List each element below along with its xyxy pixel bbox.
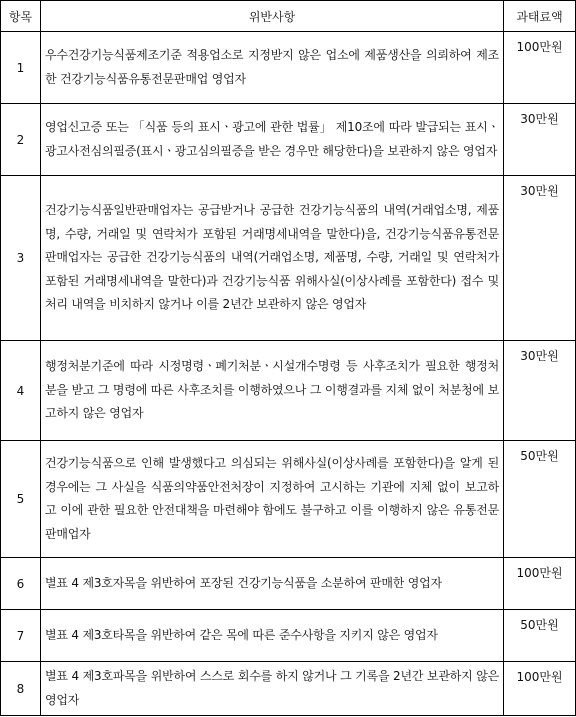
table-row xyxy=(1,558,576,610)
row-number: 2 xyxy=(1,104,41,176)
header-row xyxy=(1,1,576,32)
row-number: 6 xyxy=(1,558,41,610)
row-violation-text: 별표 4 제3호파목을 위반하여 스스로 회수를 하지 않거나 그 기록을 2년간 보관하지 않은 영업자 xyxy=(41,662,504,716)
table-row xyxy=(1,662,576,716)
row-violation-text: 건강기능식품일반판매업자는 공급받거나 공급한 건강기능식품의 내역(거래업소명, 제품명, 수량, 거래일 및 연락처가 포함된 거래명세내역을 말한다)을, 건강기능식품유통전문판매업자는 공급한 건강기능식품의 내역(거래업소명, 제품명, 수량, 거래일 및 연락처가 포함된 거래명세내역을 말한다)과 건강기능식품 위해사실(이상사례를 포함한다) 접수 및 처리 내역을 비치하지 않거나 이를 2년간 보관하지 않은 영업자 xyxy=(41,176,504,341)
row-number: 3 xyxy=(1,176,41,341)
table-row xyxy=(1,341,576,441)
table-row xyxy=(1,104,576,176)
row-fine-amount: 50만원 xyxy=(504,610,576,662)
row-fine-amount: 30만원 xyxy=(504,176,576,341)
header-fine: 과태료액 xyxy=(504,1,576,32)
row-fine-amount: 100만원 xyxy=(504,558,576,610)
row-fine-amount: 30만원 xyxy=(504,341,576,441)
table-row xyxy=(1,32,576,104)
table-header xyxy=(1,1,576,32)
header-item: 항목 xyxy=(1,1,41,32)
header-violation: 위반사항 xyxy=(41,1,504,32)
row-number: 4 xyxy=(1,341,41,441)
row-fine-amount: 30만원 xyxy=(504,104,576,176)
row-violation-text: 건강기능식품으로 인해 발생했다고 의심되는 위해사실(이상사례를 포함한다)을 알게 된 경우에는 그 사실을 식품의약품안전처장이 지정하여 고시하는 기관에 지체 없이 보고하고 이에 관한 필요한 안전대책을 마련해야 함에도 불구하고 이를 이행하지 않은 유통전문판매업자 xyxy=(41,441,504,558)
row-fine-amount: 100만원 xyxy=(504,662,576,716)
table-body xyxy=(1,32,576,716)
row-violation-text: 영업신고증 또는 「식품 등의 표시ㆍ광고에 관한 법률」 제10조에 따라 발급되는 표시ㆍ광고사전심의필증(표시ㆍ광고심의필증을 받은 경우만 해당한다)을 보관하지 않은 영업자 xyxy=(41,104,504,176)
row-violation-text: 우수건강기능식품제조기준 적용업소로 지정받지 않은 업소에 제품생산을 의뢰하여 제조한 건강기능식품유통전문판매업 영업자 xyxy=(41,32,504,104)
row-number: 5 xyxy=(1,441,41,558)
table-row xyxy=(1,176,576,341)
row-number: 8 xyxy=(1,662,41,716)
row-violation-text: 별표 4 제3호타목을 위반하여 같은 목에 따른 준수사항을 지키지 않은 영업자 xyxy=(41,610,504,662)
row-violation-text: 별표 4 제3호자목을 위반하여 포장된 건강기능식품을 소분하여 판매한 영업자 xyxy=(41,558,504,610)
table-row xyxy=(1,441,576,558)
row-number: 1 xyxy=(1,32,41,104)
table-row xyxy=(1,610,576,662)
row-fine-amount: 100만원 xyxy=(504,32,576,104)
row-violation-text: 행정처분기준에 따라 시정명령ㆍ폐기처분ㆍ시설개수명령 등 사후조치가 필요한 행정처분을 받고 그 명령에 따른 사후조치를 이행하였으나 그 이행결과를 지체 없이 처분청에 보고하지 않은 영업자 xyxy=(41,341,504,441)
row-number: 7 xyxy=(1,610,41,662)
row-fine-amount: 50만원 xyxy=(504,441,576,558)
